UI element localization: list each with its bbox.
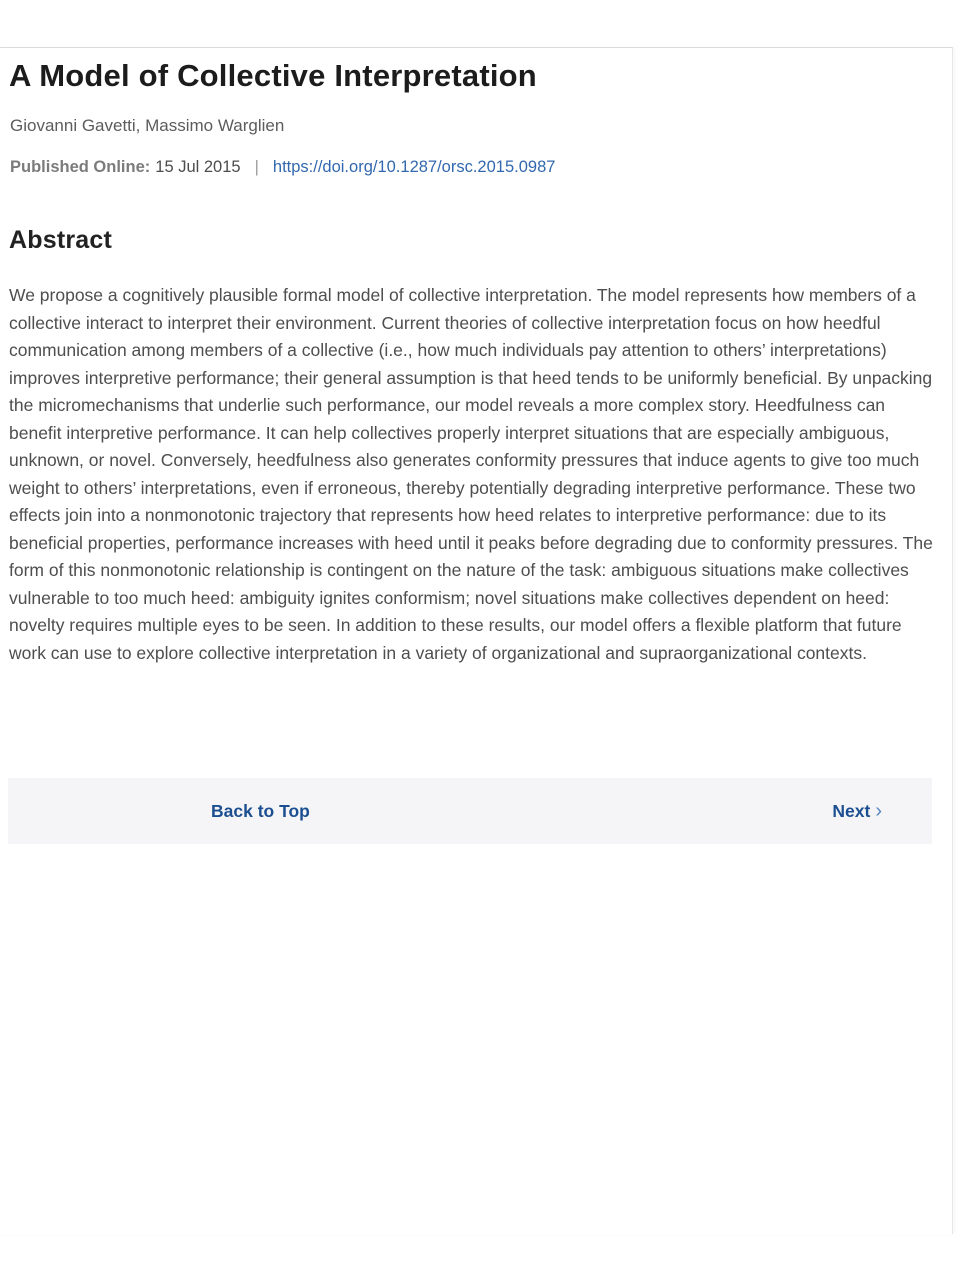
abstract-paragraph: We propose a cognitively plausible formal model of collective interpretation. The model represents how members of a collective interact to interpret their environment. Current theories of collective interpretation focus on how heedful communication among members of a collective (i.e., how much individuals pay attention to others’ interpretations) improves interpretive performance; their general assumption is that heed tends to be uniformly beneficial. By unpacking the micromechanisms that underlie such performance, our model reveals a more complex story. Heedfulness can benefit interpretive performance. It can help collectives properly interpret situations that are especially ambiguous, unknown, or novel. Conversely, heedfulness also generates conformity pressures that induce agents to give too much weight to others’ interpretations, even if erroneous, thereby potentially degrading interpretive performance. These two effects join into a nonmonotonic trajectory that represents how heed relates to interpretive performance: due to its beneficial properties, performance increases with heed until it peaks before degrading due to conformity pressures. The form of this nonmonotonic relationship is contingent on the nature of the task: ambiguous situations make collectives vulnerable to too much heed: ambiguity ignites conformism; novel situations make collectives dependent on heed: novelty requires multiple eyes to be seen. In addition to these results, our model offers a flexible platform that future work can use to explore collective interpretation in a variety of organizational and supraorganizational contexts. [9, 285, 933, 663]
next-article-link[interactable] [832, 778, 882, 844]
published-date: 15 Jul 2015 [155, 158, 241, 176]
publication-info-row [10, 158, 555, 177]
chevron-right-icon: › [875, 800, 882, 822]
doi-link[interactable]: https://doi.org/10.1287/orsc.2015.0987 [272, 158, 556, 176]
back-to-top-link[interactable]: Back to Top [211, 800, 310, 821]
article-abstract-card [0, 47, 953, 1234]
author-list: Giovanni Gavetti, Massimo Warglien [10, 116, 285, 135]
separator-divider: | [254, 158, 259, 176]
page-title: A Model of Collective Interpretation [9, 58, 537, 93]
next-link-label: Next [832, 800, 871, 821]
published-online-label: Published Online: [10, 158, 151, 176]
abstract-heading: Abstract [9, 226, 113, 254]
article-nav-bar [8, 778, 932, 844]
